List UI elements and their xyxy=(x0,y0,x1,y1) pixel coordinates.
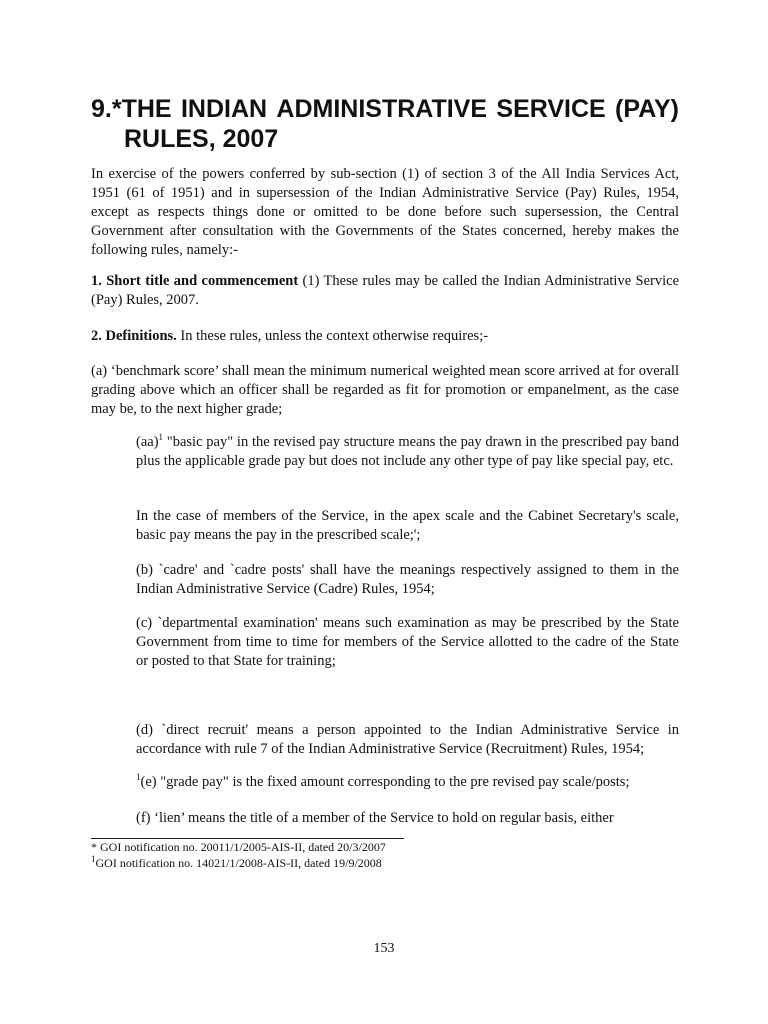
footnote-star: * GOI notification no. 20011/1/2005-AIS-II, dated 20/3/2007 xyxy=(91,840,386,854)
title-line-1 xyxy=(91,94,679,124)
definition-d: (d) `direct recruit' means a person appointed to the Indian Administrative Service in accordance with rule 7 of the Indian Administrative Service (Recruitment) Rules, 1954; xyxy=(136,722,679,757)
title-word: ADMINISTRATIVE xyxy=(276,95,488,123)
title-word: (PAY) xyxy=(615,95,679,123)
definition-a: (a) ‘benchmark score’ shall mean the minimum numerical weighted mean score arrived at for overall grading above which an officer shall be regarded as fit for promotion or empanelment, as the case may be, to the next higher grade; xyxy=(91,363,679,417)
rule-1-paragraph xyxy=(91,272,679,310)
title-word: SERVICE xyxy=(496,95,606,123)
definition-aa-prefix: (aa) xyxy=(136,434,159,450)
definition-aa xyxy=(136,433,679,471)
preamble-paragraph: In exercise of the powers conferred by sub-section (1) of section 3 of the All India Services Act, 1951 (61 of 1951) and in supersession of the Indian Administrative Service (Pay) Rules, 1954, except as respects things done or omitted to be done before such supersession, the Central Government after consultation with the Governments of the States concerned, hereby makes the following rules, namely:- xyxy=(91,166,679,258)
footnote-1-text: GOI notification no. 14021/1/2008-AIS-II, dated 19/9/2008 xyxy=(95,856,382,870)
title-word: INDIAN xyxy=(180,95,268,123)
definition-f: (f) ‘lien’ means the title of a member of the Service to hold on regular basis, either xyxy=(136,810,614,826)
rule-1-heading: 1. Short title and commencement xyxy=(91,273,299,289)
definition-e xyxy=(136,773,679,792)
definition-b: (b) `cadre' and `cadre posts' shall have the meanings respectively assigned to them in the Indian Administrative Service (Cadre) Rules, 1954; xyxy=(136,562,679,597)
definition-aa-text: "basic pay" in the revised pay structure means the pay drawn in the prescribed pay band plus the applicable grade pay but does not include any other type of pay like special pay, etc. xyxy=(136,434,679,469)
page-number: 153 xyxy=(373,941,395,956)
rule-2-heading: 2. Definitions. xyxy=(91,328,177,344)
rule-2-text: In these rules, unless the context otherwise requires;- xyxy=(176,328,489,344)
title-word: 9.*THE xyxy=(91,95,172,123)
rule-1-text: (1) These rules may be called the Indian Administrative Service (Pay) Rules, 2007. xyxy=(91,273,680,308)
footnote-marker: 1 xyxy=(91,854,96,864)
footnote-1 xyxy=(91,856,382,871)
rule-2-paragraph xyxy=(91,327,679,346)
page-title xyxy=(91,94,679,154)
footnote-marker: 1 xyxy=(158,432,164,443)
definition-aa-continued: In the case of members of the Service, in the apex scale and the Cabinet Secretary's scale, basic pay means the pay in the prescribed scale;'; xyxy=(136,508,679,543)
definition-e-text: (e) "grade pay" is the fixed amount corresponding to the pre revised pay scale/posts; xyxy=(140,774,630,790)
definition-c: (c) `departmental examination' means such examination as may be prescribed by the State Government from time to time for members of the Service allotted to the cadre of the State or posted to that State for training; xyxy=(136,615,679,669)
footnote-divider xyxy=(91,838,404,839)
footnote-marker: 1 xyxy=(136,772,141,783)
title-line-2: RULES, 2007 xyxy=(124,125,279,153)
